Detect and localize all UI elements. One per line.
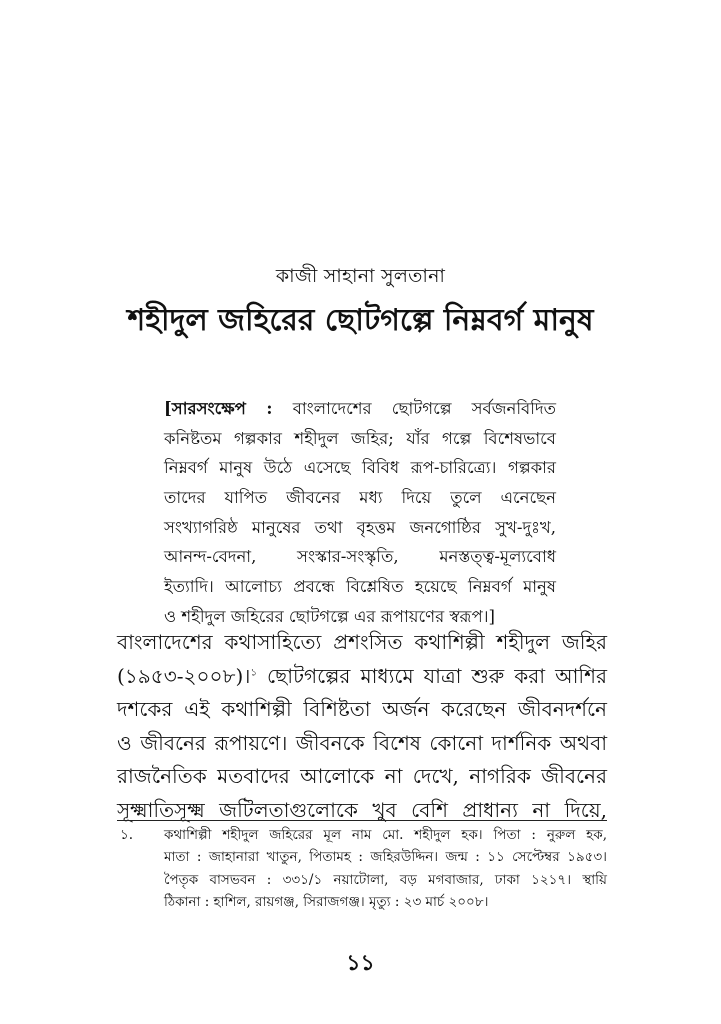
article-title: শহীদুল জহিরের ছোটগল্পে নিম্নবর্গ মানুষ (127, 303, 594, 338)
body-line: বাংলাদেশের কথাসাহিত্যে প্রশংসিত কথাশিল্পী শহীদুল জহির (117, 630, 607, 654)
body-line: ও জীবনের রূপায়ণে। জীবনকে বিশেষ কোনো দার্শনিক অথবা (117, 730, 607, 755)
body-line (117, 660, 607, 694)
page-number: ১১ (346, 951, 375, 976)
abstract-line: কনিষ্টতম গল্পকার শহীদুল জহির; যাঁর গল্পে বিশেষভাবে (164, 428, 556, 448)
footnote-number: ১. (120, 827, 134, 843)
abstract-line: আনন্দ-বেদনা, সংস্কার-সংস্কৃতি, মনস্তত্ত্ব-মূল্যবোধ (164, 547, 556, 567)
abstract-line: ইত্যাদি। আলোচ্য প্রবন্ধে বিশ্লেষিত হয়েছে নিম্নবর্গ মানুষ (164, 577, 556, 597)
footnote-divider (117, 820, 607, 821)
abstract-first-line-text: বাংলাদেশের ছোটগল্পে সর্বজনবিদিত (292, 399, 557, 418)
footnote-line: মাতা : জাহানারা খাতুন, পিতামহ : জহিরউদ্দিন। জন্ম : ১১ সেপ্টেম্বর ১৯৫৩। (164, 849, 607, 866)
body-line-text: ছোটগল্পের মাধ্যমে যাত্রা শুরু করা আশির (256, 663, 607, 688)
abstract-line: নিম্নবর্গ মানুষ উঠে এসেছে বিবিধ রূপ-চারিত্র্যে। গল্পকার (164, 458, 556, 478)
abstract-line (164, 394, 556, 424)
footnote (164, 824, 607, 913)
abstract (164, 394, 556, 632)
footnote-line: ঠিকানা : হাশিল, রায়গঞ্জ, সিরাজগঞ্জ। মৃত্যু : ২৩ মার্চ ২০০৮। (164, 893, 489, 910)
footnote-line: পৈতৃক বাসভবন : ৩৩১/১ নয়াটোলা, বড় মগবাজার, ঢাকা ১২১৭। স্থায়ি (164, 871, 607, 888)
abstract-label: [সারসংক্ষেপ : (164, 399, 273, 418)
footnote-line: কথাশিল্পী শহীদুল জহিরের মূল নাম মো. শহীদুল হক। পিতা : নুরুল হক, (164, 827, 607, 843)
body-line-text: (১৯৫৩-২০০৮)। (117, 663, 251, 688)
body-paragraph (117, 626, 607, 828)
body-line: রাজনৈতিক মতবাদের আলোকে না দেখে, নাগরিক জীবনের (117, 764, 607, 789)
footnote-marker: ১ (250, 666, 257, 678)
abstract-line: সংখ্যাগরিষ্ঠ মানুষের তথা বৃহত্তম জনগোষ্ঠির সুখ-দুঃখ, (164, 517, 556, 537)
body-line: দশকের এই কথাশিল্পী বিশিষ্টতা অর্জন করেছেন জীবনদর্শনে (117, 697, 607, 722)
body-line: সূক্ষ্মাতিসূক্ষ্ম জটিলতাগুলোকে খুব বেশি প্রাধান্য না দিয়ে, (117, 797, 607, 822)
abstract-line: ও শহীদুল জহিরের ছোটগল্পে এর রূপায়ণের স্বরূপ।] (164, 606, 495, 626)
abstract-line: তাদের যাপিত জীবনের মধ্য দিয়ে তুলে এনেছেন (164, 488, 556, 508)
author-name: কাজী সাহানা সুলতানা (275, 265, 446, 287)
